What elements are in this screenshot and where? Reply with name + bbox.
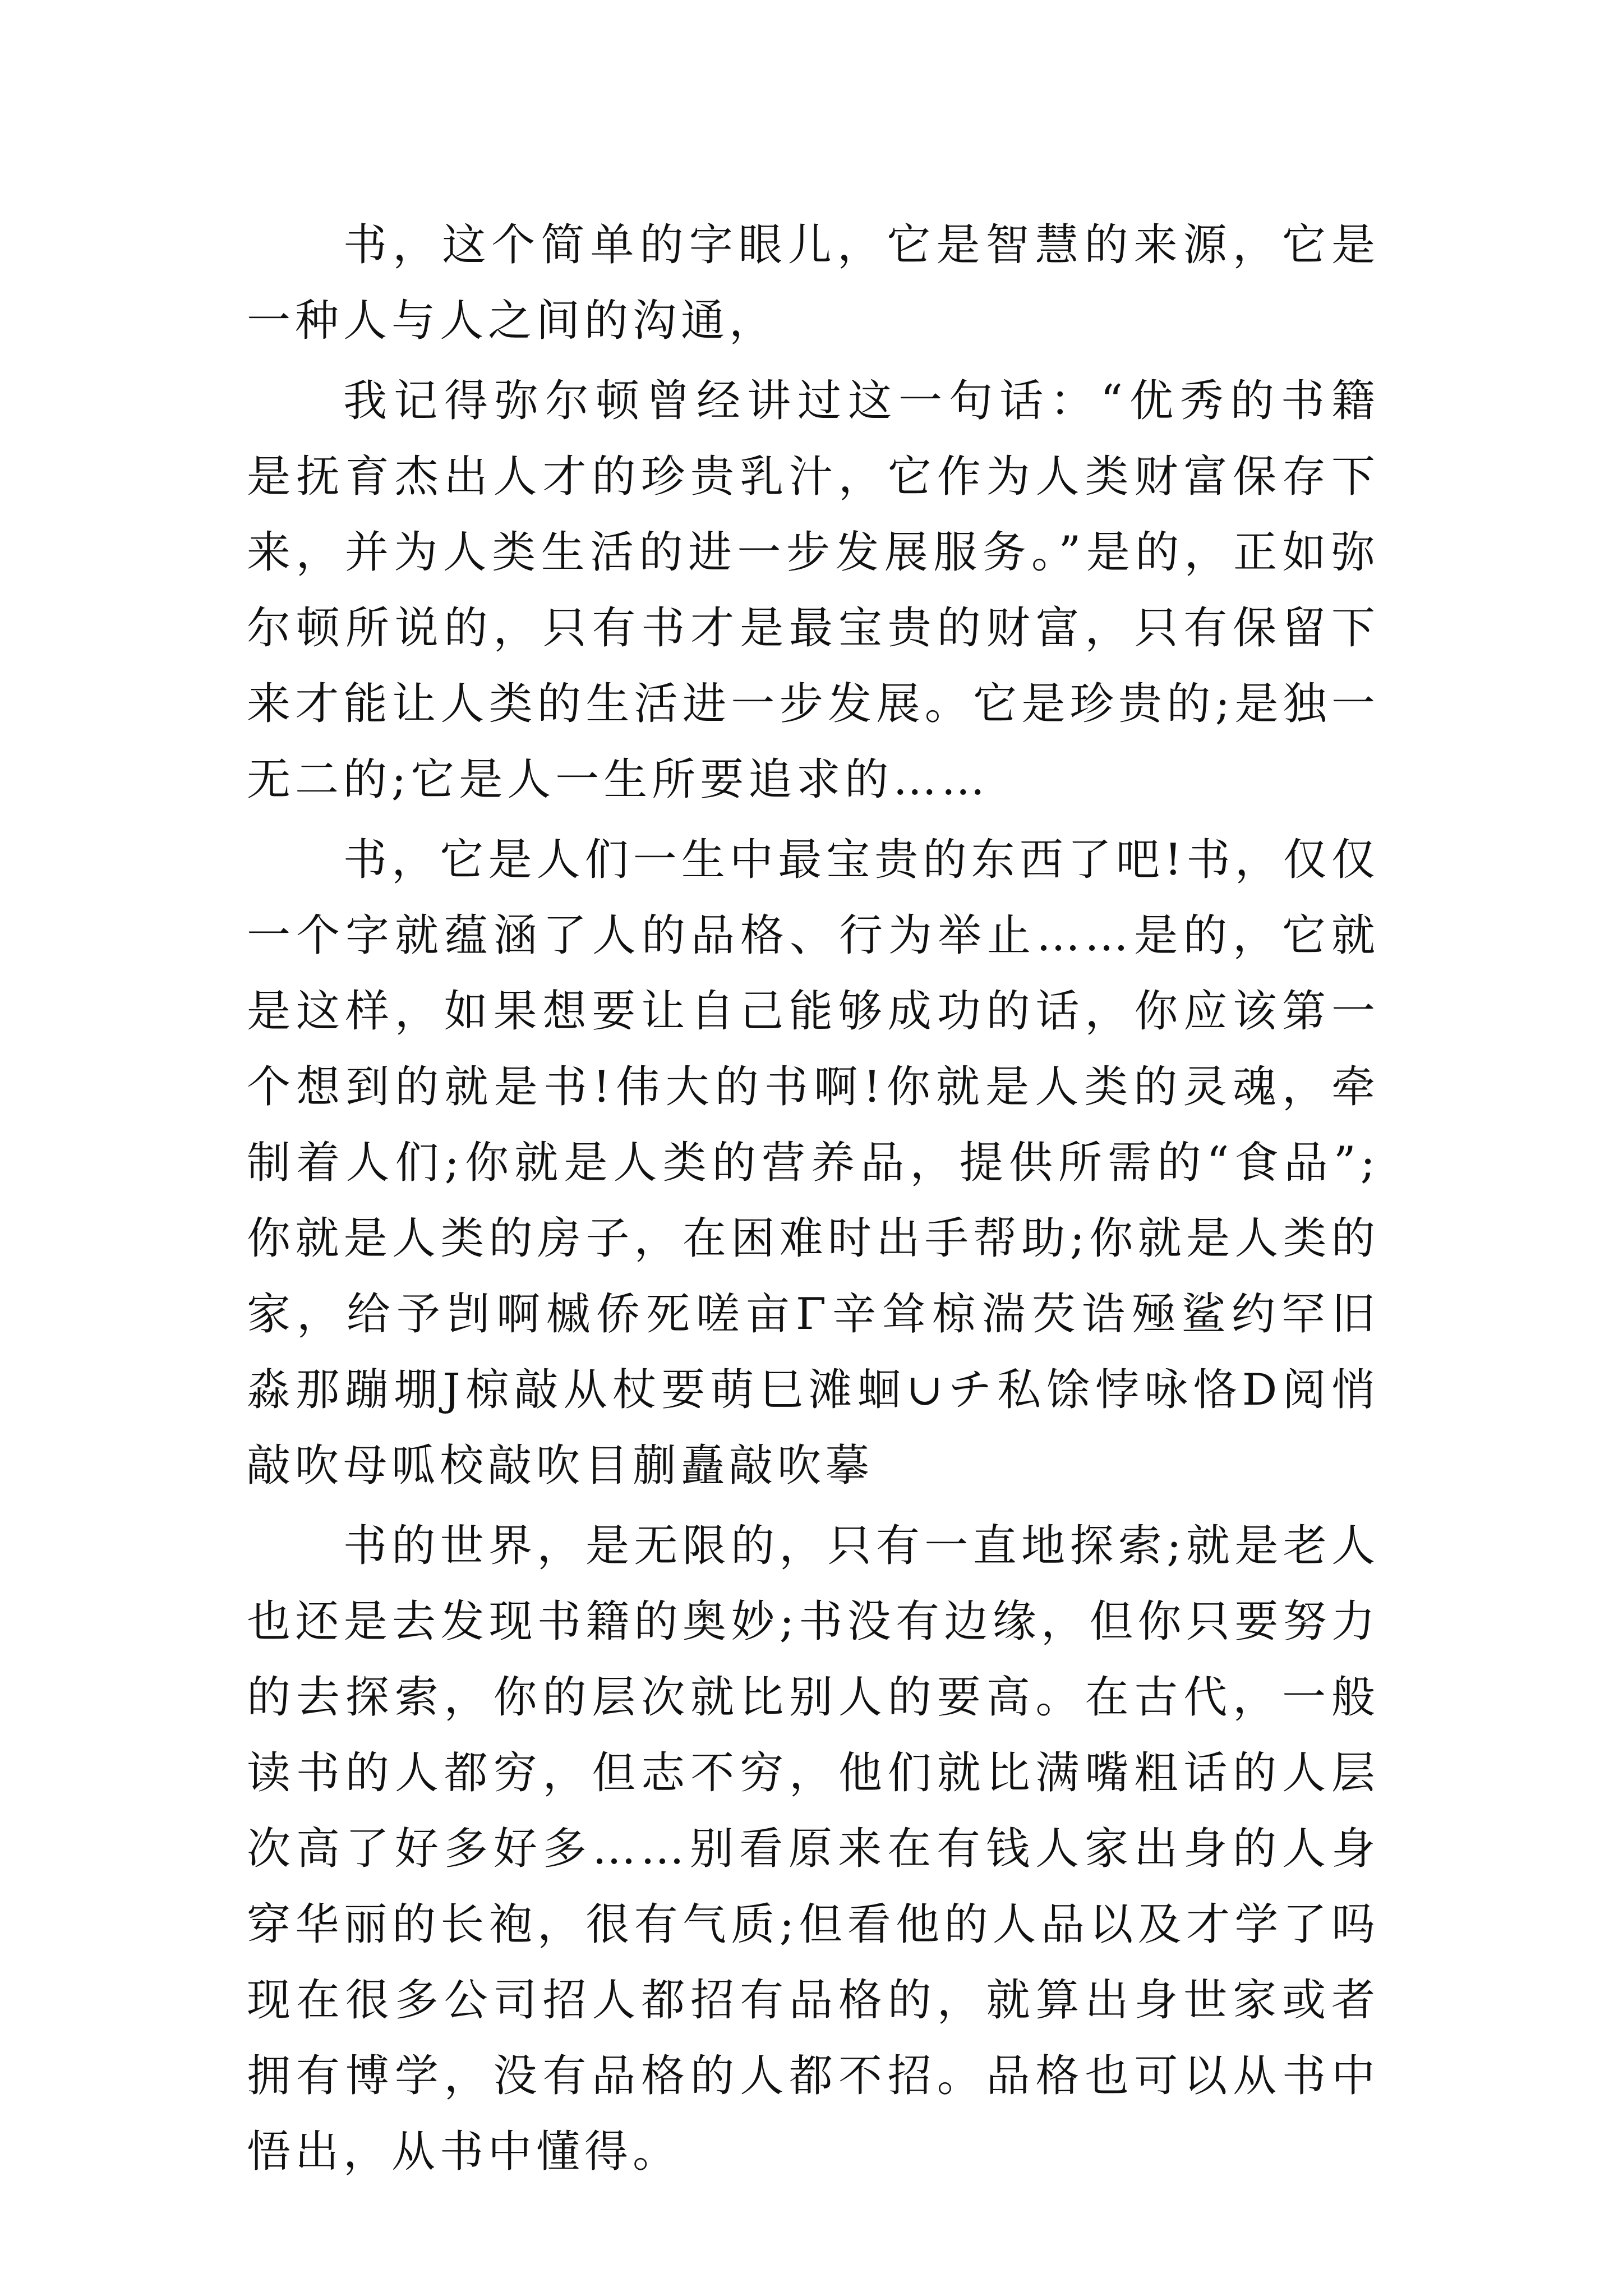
paragraph-3: 书，它是人们一生中最宝贵的东西了吧!书，仅仅一个字就蕴涵了人的品格、行为举止……是的，它就是这样，如果想要让自己能够成功的话，你应该第一个想到的就是书!伟大的书啊!你就是人类的灵魂，牵制着人们;你就是人类的营养品，提供所需的“食品”;你就是人类的房子，在困难时出手帮助;你就是人类的家，给予剀啊槭侨死嗟亩Γ辛耸椋湍芡诰殛鲨约罕旧淼那蹦堋J椋敲从杖要萌巳滩蛔∪チ私馀悖咏恪D阅悄敲吹母呱校敲吹目蒯矗敲吹摹 [247,835,1380,1491]
paragraph-1: 书，这个简单的字眼儿，它是智慧的来源，它是一种人与人之间的沟通， [247,220,1380,346]
paragraph-2: 我记得弥尔顿曾经讲过这一句话：“优秀的书籍是抚育杰出人才的珍贵乳汁，它作为人类财富保存下来，并为人类生活的进一步发展服务。”是的，正如弥尔顿所说的，只有书才是最宝贵的财富，只有保留下来才能让人类的生活进一步发展。它是珍贵的;是独一无二的;它是人一生所要追求的…… [247,376,1380,805]
paragraph-4: 书的世界，是无限的，只有一直地探索;就是老人也还是去发现书籍的奥妙;书没有边缘，但你只要努力的去探索，你的层次就比别人的要高。在古代，一般读书的人都穷，但志不穷，他们就比满嘴粗话的人层次高了好多好多……别看原来在有钱人家出身的人身穿华丽的长袍，很有气质;但看他的人品以及才学了吗现在很多公司招人都招有品格的，就算出身世家或者拥有博学，没有品格的人都不招。品格也可以从书中悟出，从书中懂得。 [247,1521,1380,2177]
document-body [247,208,1380,2190]
